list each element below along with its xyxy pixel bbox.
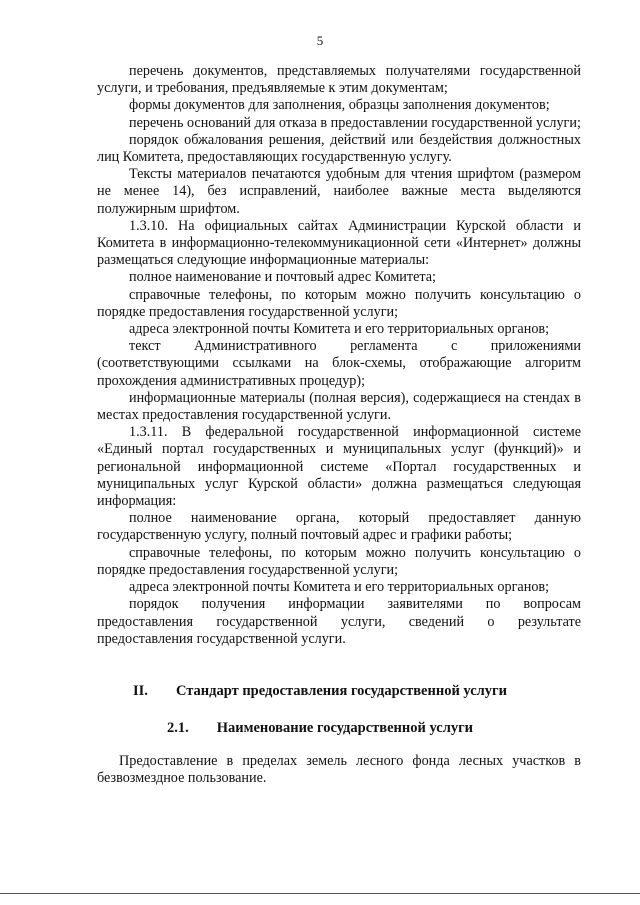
- paragraph: полное наименование органа, который предоставляет данную государственную услугу, полный почтовый адрес и графики работы;: [97, 510, 581, 544]
- paragraph: адреса электронной почты Комитета и его территориальных органов;: [129, 321, 550, 338]
- paragraph: перечень оснований для отказа в предоставлении государственной услуги;: [129, 114, 581, 131]
- paragraph: адреса электронной почты Комитета и его территориальных органов;: [129, 579, 550, 596]
- paragraph: перечень документов, представляемых получателями государственной услуги, и требования, предъявляемые к этим документам;: [97, 63, 581, 97]
- paragraph: Тексты материалов печатаются удобным для чтения шрифтом (размером не менее 14), без исправлений, наиболее важные места выделяются полужирным шрифтом.: [97, 166, 581, 217]
- paragraph: порядок обжалования решения, действий или бездействия должностных лиц Комитета, предоставляющих государственную услугу.: [97, 131, 581, 166]
- section-number: II.: [133, 683, 148, 699]
- subsection-title: Наименование государственной услуги: [216, 720, 474, 736]
- paragraph: информационные материалы (полная версия), содержащиеся на стендах в местах предоставления государственной услуги.: [97, 389, 581, 424]
- bottom-rule: [0, 893, 640, 894]
- paragraph: формы документов для заполнения, образцы заполнения документов;: [129, 97, 550, 114]
- section-heading: [0, 683, 640, 700]
- paragraph: справочные телефоны, по которым можно получить консультацию о порядке предоставления государственной услуги;: [97, 286, 581, 320]
- body-text: [97, 63, 581, 648]
- paragraph: текст Административного регламента с приложениями (соответствующими ссылками на блок-схемы, отображающие алгоритм прохождения административных процедур);: [97, 338, 581, 389]
- subsection-heading: [0, 720, 640, 737]
- section-title: Стандарт предоставления государственной услуги: [175, 683, 507, 699]
- paragraph: полное наименование и почтовый адрес Комитета;: [129, 269, 436, 286]
- subsection-number: 2.1.: [166, 720, 189, 736]
- paragraph: справочные телефоны, по которым можно получить консультацию о порядке предоставления государственной услуги;: [97, 544, 581, 578]
- final-text: [97, 753, 581, 787]
- paragraph: Предоставление в пределах земель лесного фонда лесных участков в безвозмездное пользование.: [97, 753, 581, 787]
- paragraph: 1.3.10. На официальных сайтах Администрации Курской области и Комитета в информационно-телекоммуникационной сети «Интернет» должны размещаться следующие информационные материалы:: [97, 217, 581, 269]
- paragraph: порядок получения информации заявителями по вопросам предоставления государственной услуги, сведений о результате предоставления государственной услуги.: [97, 596, 581, 647]
- page-number: 5: [316, 33, 324, 48]
- paragraph: 1.3.11. В федеральной государственной информационной системе «Единый портал государственных и муниципальных услуг (функций)» и региональной информационной системе «Портал государственных и муниципальных услуг Курской области» должна размещаться следующая информация:: [97, 424, 581, 510]
